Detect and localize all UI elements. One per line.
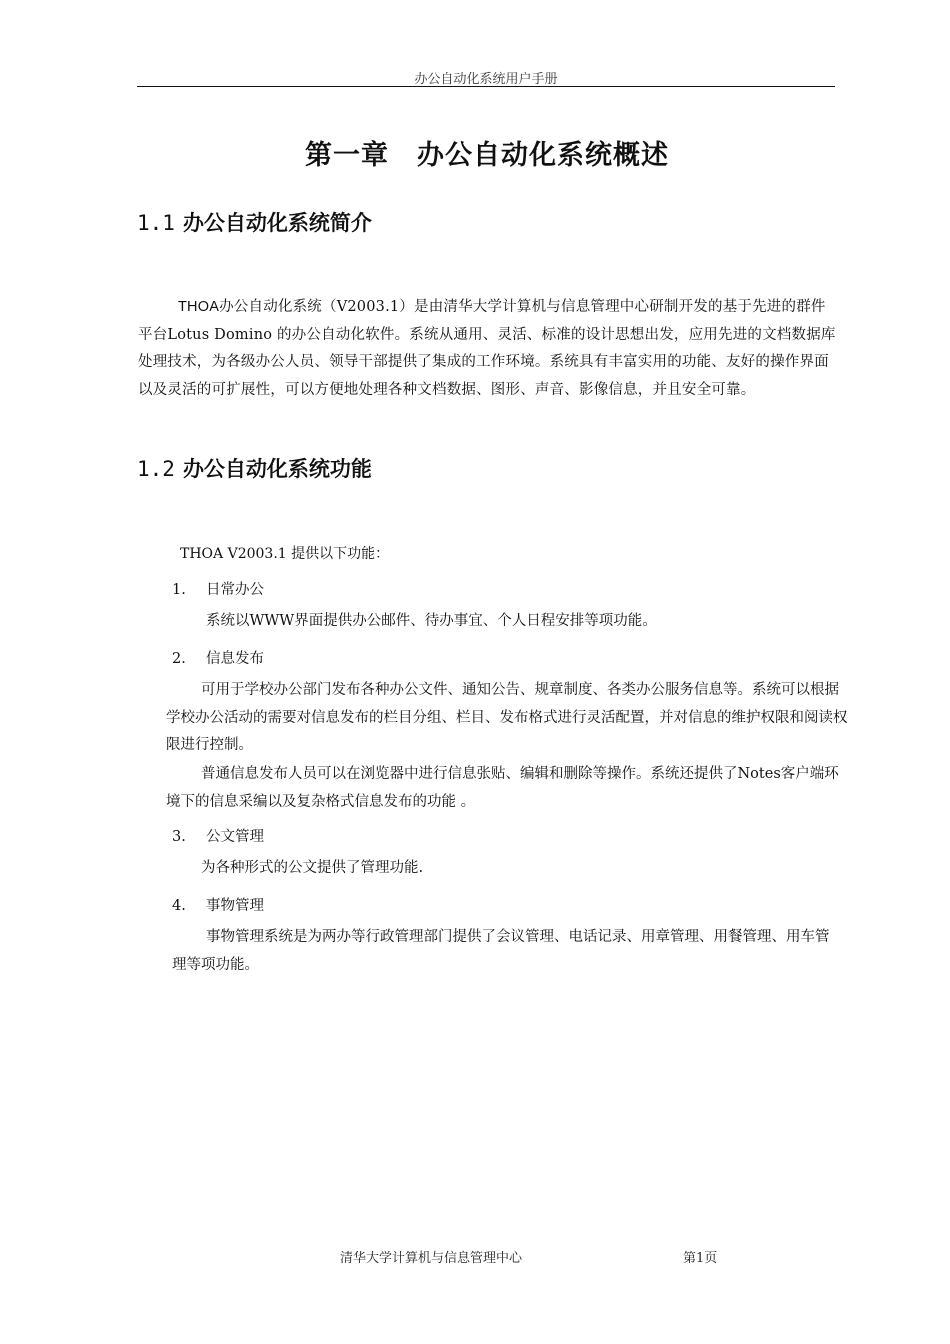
list-item-paragraph: 可用于学校办公部门发布各种办公文件、通知公告、规章制度、各类办公服务信息等。系统可以根据学校办公活动的需要对信息发布的栏目分组、栏目、发布格式进行灵活配置，并对信息的维护权限和阅读权限进行控制。: [166, 682, 848, 753]
header-rule: [137, 86, 835, 87]
functions-lead: THOA V2003.1 提供以下功能：: [180, 546, 390, 562]
chapter-number: 第一章: [305, 140, 389, 171]
section-title: 办公自动化系统简介: [182, 211, 372, 235]
list-item-paragraph: 为各种形式的公文提供了管理功能.: [201, 860, 424, 876]
running-header: 办公自动化系统用户手册: [414, 72, 558, 87]
product-name: THOA: [178, 299, 220, 315]
footer-page-number: 第1页: [683, 1251, 718, 1266]
list-item-paragraph: 系统以WWW界面提供办公邮件、待办事宜、个人日程安排等项功能。: [206, 613, 657, 629]
section-heading-1-2: [137, 453, 372, 483]
list-item-heading: [172, 647, 264, 668]
list-item-heading: [172, 894, 264, 915]
list-item-title: 公文管理: [206, 829, 264, 845]
list-item-number: 2.: [172, 651, 186, 667]
chapter-title: [137, 133, 837, 172]
intro-paragraph: [138, 294, 838, 404]
footer-organization: 清华大学计算机与信息管理中心: [340, 1251, 523, 1266]
intro-text: 办公自动化系统（V2003.1）是由清华大学计算机与信息管理中心研制开发的基于先进的群件平台Lotus Domino 的办公自动化软件。系统从通用、灵活、标准的设计思想出发，应用先进的文档数据库处理技术，为各级办公人员、领导干部提供了集成的工作环境。系统具有丰富实用的功能、友好的操作界面以及灵活的可扩展性，可以方便地处理各种文档数据、图形、声音、影像信息，并且安全可靠。: [138, 299, 836, 398]
section-number: 1.2: [137, 457, 175, 481]
list-item-paragraph: 事物管理系统是为两办等行政管理部门提供了会议管理、电话记录、用章管理、用餐管理、用车管理等项功能。: [172, 929, 830, 973]
chapter-name: 办公自动化系统概述: [417, 140, 669, 171]
section-number: 1.1: [137, 211, 175, 235]
list-item-title: 日常办公: [206, 582, 264, 598]
list-item-title: 事物管理: [206, 898, 264, 914]
list-item-number: 4.: [172, 898, 186, 914]
list-item-heading: [172, 578, 264, 599]
list-item-number: 1.: [172, 582, 186, 598]
list-item-number: 3.: [172, 829, 186, 845]
list-item-paragraph: 普通信息发布人员可以在浏览器中进行信息张贴、编辑和删除等操作。系统还提供了Notes客户端环境下的信息采编以及复杂格式信息发布的功能 。: [166, 766, 839, 810]
section-heading-1-1: [137, 207, 372, 237]
section-title: 办公自动化系统功能: [182, 457, 372, 481]
list-item-title: 信息发布: [206, 651, 264, 667]
list-item-heading: [172, 825, 264, 846]
